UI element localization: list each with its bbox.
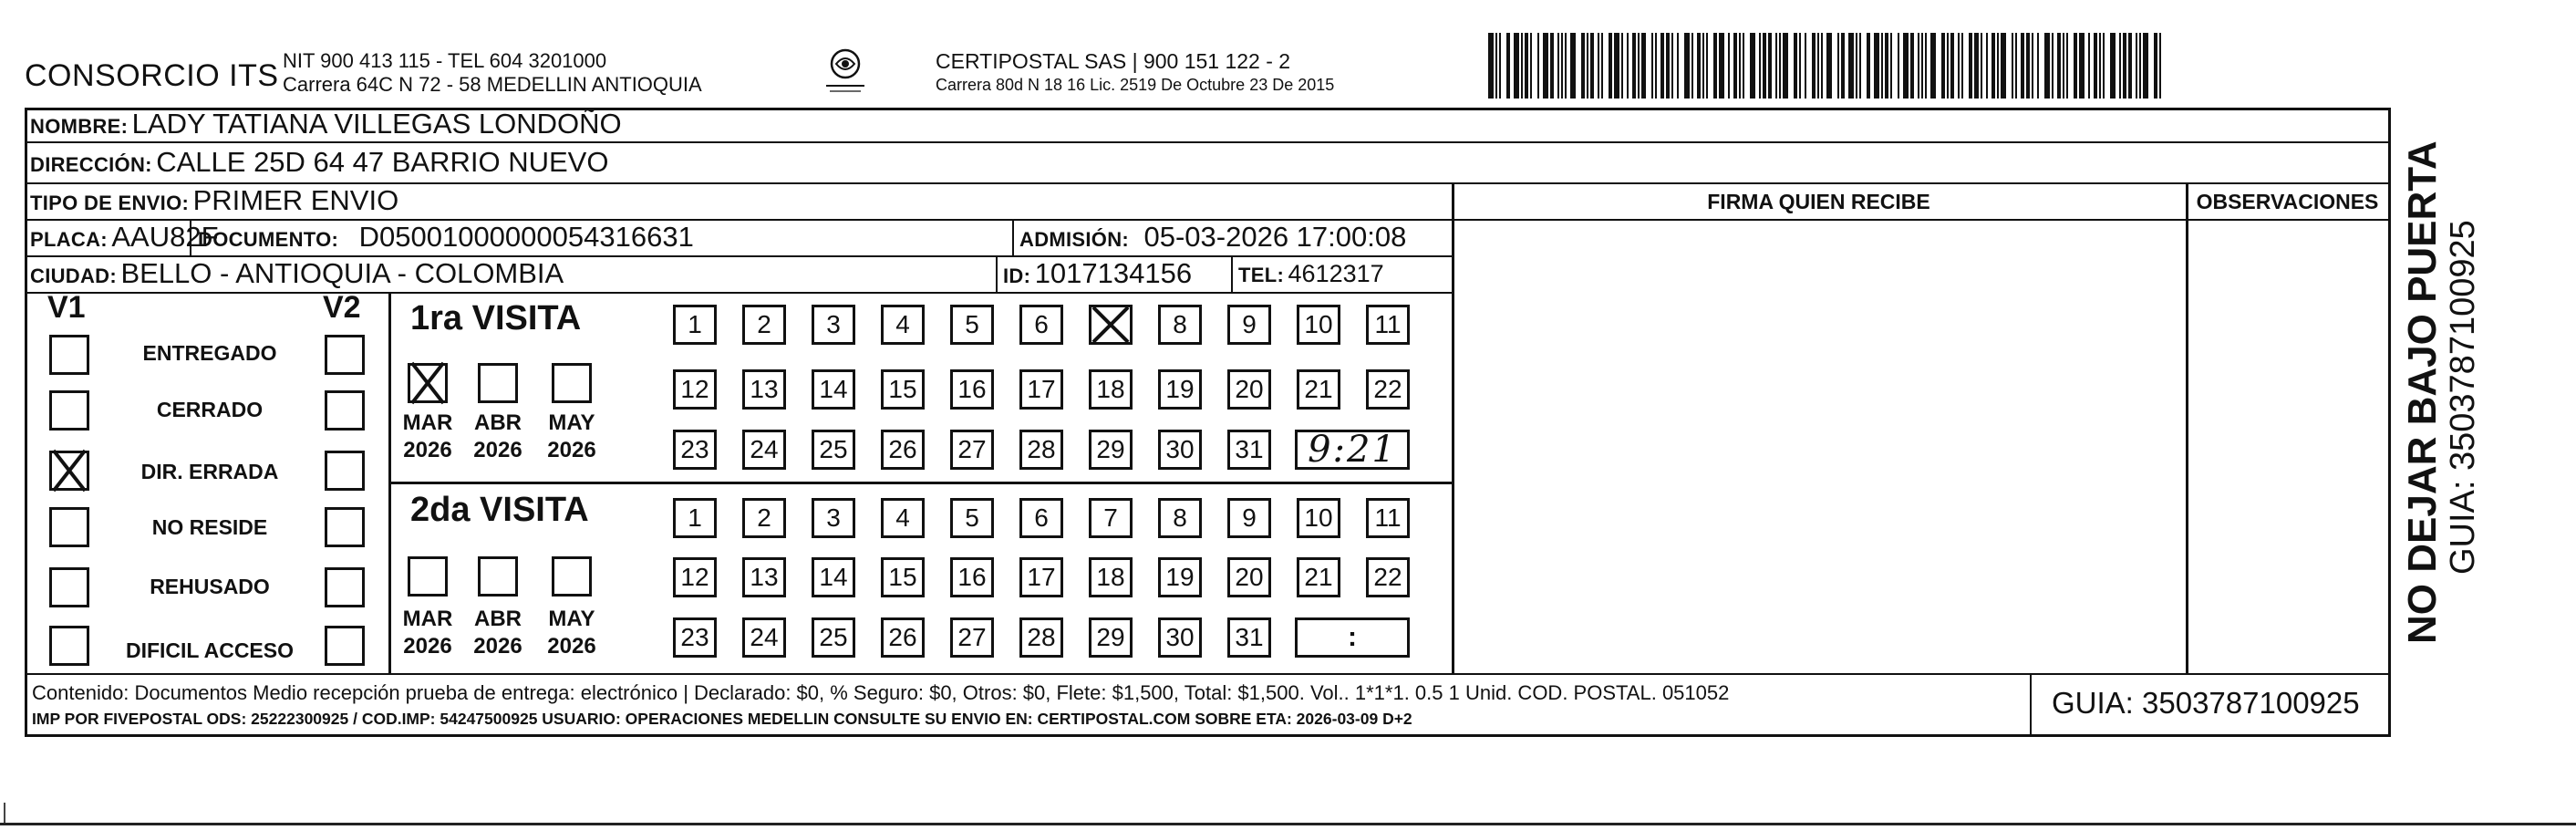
ciudad-label: CIUDAD: <box>30 265 117 287</box>
visit1-day-22[interactable]: 22 <box>1366 369 1410 410</box>
visit2-time-box[interactable] <box>1295 617 1410 658</box>
v2-checkbox[interactable] <box>325 390 365 431</box>
visit2-day-7[interactable]: 7 <box>1089 498 1133 538</box>
tel-label: TEL: <box>1238 264 1285 286</box>
tipo-envio-label: TIPO DE ENVIO: <box>30 192 190 214</box>
visit2-day-10[interactable]: 10 <box>1297 498 1340 538</box>
visit1-month-year: 2026 <box>547 438 596 462</box>
status-label: CERRADO <box>156 398 264 421</box>
visit2-day-20[interactable]: 20 <box>1227 557 1271 597</box>
visit1-month-name: MAR <box>402 410 453 435</box>
documento-field <box>198 221 694 254</box>
signature-area[interactable] <box>1454 221 2184 671</box>
visit1-day-24[interactable]: 24 <box>742 430 786 470</box>
visit1-month-checkbox[interactable] <box>478 363 518 403</box>
status-label: REHUSADO <box>150 575 270 598</box>
visit2-day-9[interactable]: 9 <box>1227 498 1271 538</box>
placa-label: PLACA: <box>30 228 108 251</box>
visit1-day-15[interactable]: 15 <box>881 369 925 410</box>
id-field <box>1003 257 1192 290</box>
visit2-day-15[interactable]: 15 <box>881 557 925 597</box>
visit1-day-27[interactable]: 27 <box>950 430 994 470</box>
v1-checkbox[interactable] <box>49 451 89 491</box>
visit2-day-14[interactable]: 14 <box>812 557 855 597</box>
visit2-day-13[interactable]: 13 <box>742 557 786 597</box>
visit1-day-11[interactable]: 11 <box>1366 305 1410 345</box>
firma-header: FIRMA QUIEN RECIBE <box>1707 190 1930 213</box>
v2-checkbox[interactable] <box>325 335 365 375</box>
visit2-day-18[interactable]: 18 <box>1089 557 1133 597</box>
visit2-title: 2da VISITA <box>410 491 589 529</box>
visit2-month-name: MAR <box>402 607 453 631</box>
visit1-day-21[interactable]: 21 <box>1297 369 1340 410</box>
observations-area[interactable] <box>2188 221 2387 671</box>
admision-label: ADMISIÓN: <box>1019 228 1130 251</box>
nombre-field <box>30 108 622 140</box>
v1-checkbox[interactable] <box>49 626 89 666</box>
visit1-day-8[interactable]: 8 <box>1158 305 1202 345</box>
visit2-day-4[interactable]: 4 <box>881 498 925 538</box>
status-label: DIFICIL ACCESO <box>125 638 294 662</box>
admision-value: 05-03-2026 17:00:08 <box>1143 221 1407 253</box>
visit2-day-12[interactable]: 12 <box>673 557 717 597</box>
company-nit: NIT 900 413 115 - TEL 604 3201000 <box>283 49 607 72</box>
visit2-day-5[interactable]: 5 <box>950 498 994 538</box>
side-warning: NO DEJAR BAJO PUERTA <box>2400 140 2445 644</box>
visit2-day-19[interactable]: 19 <box>1158 557 1202 597</box>
visit1-day-19[interactable]: 19 <box>1158 369 1202 410</box>
visit1-day-30[interactable]: 30 <box>1158 430 1202 470</box>
visit1-day-28[interactable]: 28 <box>1019 430 1063 470</box>
scan-edge-line <box>0 823 2576 825</box>
visit2-day-3[interactable]: 3 <box>812 498 855 538</box>
visit1-month-name: ABR <box>474 410 522 435</box>
visit2-day-16[interactable]: 16 <box>950 557 994 597</box>
tel-value: 4612317 <box>1288 260 1384 287</box>
visit2-day-23[interactable]: 23 <box>673 617 717 658</box>
direccion-value: CALLE 25D 64 47 BARRIO NUEVO <box>156 146 609 178</box>
visit2-time: : <box>1348 622 1357 652</box>
observaciones-header: OBSERVACIONES <box>2196 190 2379 213</box>
visit2-day-29[interactable]: 29 <box>1089 617 1133 658</box>
visit2-day-30[interactable]: 30 <box>1158 617 1202 658</box>
visit2-day-8[interactable]: 8 <box>1158 498 1202 538</box>
v1-checkbox[interactable] <box>49 390 89 431</box>
visit1-day-6[interactable]: 6 <box>1019 305 1063 345</box>
visit1-month-year: 2026 <box>403 438 452 462</box>
visit1-day-29[interactable]: 29 <box>1089 430 1133 470</box>
visit1-day-31[interactable]: 31 <box>1227 430 1271 470</box>
visit2-month-checkbox[interactable] <box>478 556 518 597</box>
visit2-day-24[interactable]: 24 <box>742 617 786 658</box>
visit1-day-4[interactable]: 4 <box>881 305 925 345</box>
certipostal-logo-icon <box>821 46 870 95</box>
visit1-month-checkbox[interactable] <box>408 363 448 403</box>
side-guia: GUIA: 3503787100925 <box>2444 220 2482 575</box>
placa-value: AAU82F <box>111 221 219 253</box>
barcode-icon <box>1488 33 2165 99</box>
v2-header: V2 <box>323 290 361 325</box>
visit1-time: 9:21 <box>1308 429 1397 471</box>
ciudad-value: BELLO - ANTIOQUIA - COLOMBIA <box>120 257 564 289</box>
v1-checkbox[interactable] <box>49 335 89 375</box>
visit1-day-13[interactable]: 13 <box>742 369 786 410</box>
visit1-day-12[interactable]: 12 <box>673 369 717 410</box>
documento-value: D05001000000054316631 <box>358 221 694 253</box>
visit1-month-name: MAY <box>548 410 595 435</box>
tipo-envio-value: PRIMER ENVIO <box>192 184 399 216</box>
placa-field <box>30 221 219 254</box>
visit1-day-14[interactable]: 14 <box>812 369 855 410</box>
visit1-day-10[interactable]: 10 <box>1297 305 1340 345</box>
carrier-license: Carrera 80d N 18 16 Lic. 2519 De Octubre 23 De 2015 <box>936 76 1335 94</box>
visit2-day-1[interactable]: 1 <box>673 498 717 538</box>
visit2-day-22[interactable]: 22 <box>1366 557 1410 597</box>
visit1-day-1[interactable]: 1 <box>673 305 717 345</box>
v1-header: V1 <box>47 290 86 325</box>
visit2-day-25[interactable]: 25 <box>812 617 855 658</box>
visit2-month-year: 2026 <box>547 634 596 659</box>
visit1-month-checkbox[interactable] <box>552 363 592 403</box>
company-name: CONSORCIO ITS <box>25 58 279 93</box>
visit2-day-6[interactable]: 6 <box>1019 498 1063 538</box>
direccion-label: DIRECCIÓN: <box>30 153 152 176</box>
visit2-day-21[interactable]: 21 <box>1297 557 1340 597</box>
v2-checkbox[interactable] <box>325 567 365 607</box>
footer-contents: Contenido: Documentos Medio recepción prueba de entrega: electrónico | Declarado: $0, % Seguro: $0, Otros: $0, Flete: $1,500, Total: $1,500. Vol.. 1*1*1. 0.5 1 Unid. COD. POSTAL. 051052 <box>32 681 1730 704</box>
visit2-month-year: 2026 <box>473 634 522 659</box>
visit2-day-28[interactable]: 28 <box>1019 617 1063 658</box>
visit2-month-year: 2026 <box>403 634 452 659</box>
id-label: ID: <box>1003 265 1031 287</box>
visit2-month-name: ABR <box>474 607 522 631</box>
visit1-day-7[interactable] <box>1089 305 1133 345</box>
visit2-day-17[interactable]: 17 <box>1019 557 1063 597</box>
documento-label: DOCUMENTO: <box>198 228 339 251</box>
company-address: Carrera 64C N 72 - 58 MEDELLIN ANTIOQUIA <box>283 73 702 96</box>
visit1-day-2[interactable]: 2 <box>742 305 786 345</box>
footer-print-info: IMP POR FIVEPOSTAL ODS: 25222300925 / COD.IMP: 54247500925 USUARIO: OPERACIONES MEDELLIN CONSULTE SU ENVIO EN: CERTIPOSTAL.COM SOBRE ETA: 2026-03-09 D+2 <box>32 710 1412 728</box>
visit1-title: 1ra VISITA <box>410 299 582 337</box>
visit2-day-2[interactable]: 2 <box>742 498 786 538</box>
visit1-month-year: 2026 <box>473 438 522 462</box>
visit2-month-name: MAY <box>548 607 595 631</box>
footer-guia: GUIA: 3503787100925 <box>2052 686 2360 720</box>
visit1-day-25[interactable]: 25 <box>812 430 855 470</box>
visit2-month-checkbox[interactable] <box>408 556 448 597</box>
visit2-month-checkbox[interactable] <box>552 556 592 597</box>
tel-field <box>1238 260 1384 288</box>
v2-checkbox[interactable] <box>325 451 365 491</box>
visit1-day-3[interactable]: 3 <box>812 305 855 345</box>
v2-checkbox[interactable] <box>325 626 365 666</box>
visit1-day-20[interactable]: 20 <box>1227 369 1271 410</box>
visit2-day-31[interactable]: 31 <box>1227 617 1271 658</box>
visit2-day-27[interactable]: 27 <box>950 617 994 658</box>
admision-field <box>1019 221 1406 254</box>
v2-checkbox[interactable] <box>325 507 365 547</box>
id-value: 1017134156 <box>1034 257 1193 289</box>
status-label: DIR. ERRADA <box>140 460 279 483</box>
visit1-day-5[interactable]: 5 <box>950 305 994 345</box>
status-label: NO RESIDE <box>151 515 268 539</box>
visit1-day-23[interactable]: 23 <box>673 430 717 470</box>
ciudad-field <box>30 257 564 290</box>
scan-mark <box>4 803 5 823</box>
carrier-name: CERTIPOSTAL SAS | 900 151 122 - 2 <box>936 49 1291 73</box>
visit1-day-26[interactable]: 26 <box>881 430 925 470</box>
tipo-envio-field <box>30 184 398 217</box>
status-label: ENTREGADO <box>142 341 277 365</box>
visit1-day-16[interactable]: 16 <box>950 369 994 410</box>
v1-checkbox[interactable] <box>49 507 89 547</box>
visit2-day-26[interactable]: 26 <box>881 617 925 658</box>
visit1-day-18[interactable]: 18 <box>1089 369 1133 410</box>
v1-checkbox[interactable] <box>49 567 89 607</box>
visit1-day-9[interactable]: 9 <box>1227 305 1271 345</box>
direccion-field <box>30 146 608 179</box>
visit2-day-11[interactable]: 11 <box>1366 498 1410 538</box>
visit1-day-17[interactable]: 17 <box>1019 369 1063 410</box>
nombre-label: NOMBRE: <box>30 115 129 138</box>
visit1-time-box[interactable] <box>1295 430 1410 470</box>
nombre-value: LADY TATIANA VILLEGAS LONDOÑO <box>131 108 622 140</box>
